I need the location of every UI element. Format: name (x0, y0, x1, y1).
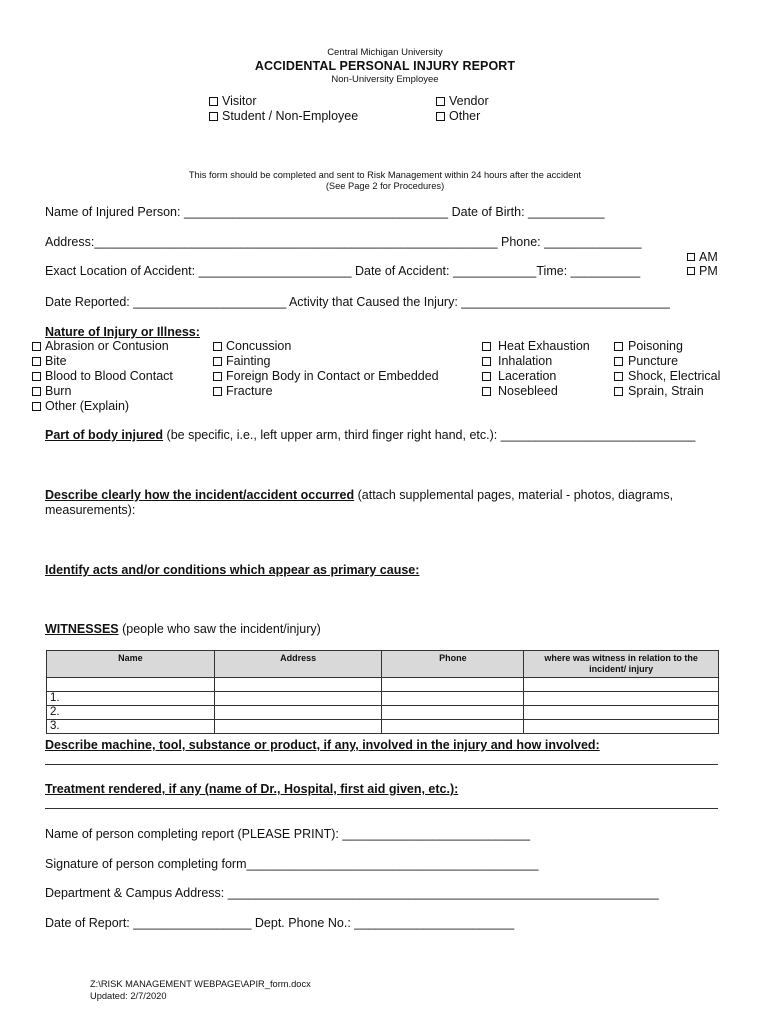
department-address-field[interactable]: Department & Campus Address: ______________________________________________________________ (45, 886, 659, 900)
witness-address-cell[interactable] (214, 692, 382, 706)
checkbox[interactable] (213, 357, 222, 366)
witness-phone-cell[interactable] (382, 692, 524, 706)
witness-phone-cell[interactable] (382, 706, 524, 720)
witness-phone-cell[interactable] (382, 720, 524, 734)
body-part-label: Part of body injured (45, 428, 164, 442)
checkbox[interactable] (482, 357, 491, 366)
am-label: AM (699, 250, 718, 264)
option-label: Abrasion or Contusion (45, 339, 169, 353)
checkbox[interactable] (614, 387, 623, 396)
describe-hint: (attach supplemental pages, material - photos, diagrams, (354, 488, 674, 502)
witnesses-label: WITNESSES (45, 622, 119, 636)
nature-heading: Nature of Injury or Illness: (45, 325, 200, 339)
witnesses-heading (45, 622, 321, 636)
column-header-name: Name (47, 651, 215, 678)
nature-abrasion[interactable] (32, 339, 173, 354)
witness-relation-cell[interactable] (524, 706, 719, 720)
option-label: Blood to Blood Contact (45, 369, 173, 383)
other-label: Other (449, 109, 481, 123)
nature-col3 (482, 339, 590, 399)
option-label: Foreign Body in Contact or Embedded (226, 369, 439, 383)
witness-relation-cell[interactable] (524, 692, 719, 706)
vendor-option[interactable] (436, 94, 489, 108)
option-label: Fracture (226, 384, 273, 398)
signature-field[interactable]: Signature of person completing form__________________________________________ (45, 857, 539, 871)
injured-name-field[interactable]: Name of Injured Person: ______________________________________ Date of Birth: ___________ (45, 205, 605, 219)
nature-col2 (213, 339, 439, 399)
checkbox[interactable] (614, 342, 623, 351)
option-label: Other (Explain) (45, 399, 130, 413)
nature-foreign-body[interactable] (213, 369, 439, 384)
machine-tool-answer-line[interactable] (45, 764, 718, 765)
visitor-label: Visitor (222, 94, 257, 108)
describe-hint-continued: measurements): (45, 503, 136, 517)
witness-address-cell[interactable] (214, 720, 382, 734)
witness-name-cell[interactable]: 2. (47, 706, 215, 720)
footer-file-path: Z:\RISK MANAGEMENT WEBPAGE\APIR_form.docx (90, 979, 311, 989)
witness-name-cell[interactable]: 3. (47, 720, 215, 734)
option-label: Heat Exhaustion (498, 339, 590, 353)
nature-sprain[interactable] (614, 384, 720, 399)
am-checkbox[interactable] (687, 253, 695, 261)
nature-nosebleed[interactable] (482, 384, 590, 399)
column-header-relation: where was witness in relation to the incident/ injury (524, 651, 719, 678)
table-row (47, 692, 719, 706)
nature-laceration[interactable] (482, 369, 590, 384)
location-field[interactable]: Exact Location of Accident: ______________________ Date of Accident: ____________Time: __________ (45, 264, 641, 278)
completer-name-field[interactable]: Name of person completing report (PLEASE PRINT): ___________________________ (45, 827, 531, 841)
table-header-row (47, 651, 719, 678)
checkbox[interactable] (213, 387, 222, 396)
treatment-label: Treatment rendered, if any (name of Dr., Hospital, first aid given, etc.): (45, 782, 459, 796)
machine-tool-label: Describe machine, tool, substance or product, if any, involved in the injury and how involved: (45, 738, 600, 752)
visitor-option[interactable] (209, 94, 257, 108)
table-spacer-row (47, 678, 719, 692)
am-option[interactable] (687, 250, 718, 264)
nature-puncture[interactable] (614, 354, 720, 369)
column-header-address: Address (214, 651, 382, 678)
visitor-checkbox[interactable] (209, 97, 218, 106)
nature-fracture[interactable] (213, 384, 439, 399)
checkbox[interactable] (213, 372, 222, 381)
checkbox[interactable] (614, 372, 623, 381)
checkbox[interactable] (32, 342, 41, 351)
student-checkbox[interactable] (209, 112, 218, 121)
option-label: Bite (45, 354, 67, 368)
nature-col4 (614, 339, 720, 399)
checkbox[interactable] (614, 357, 623, 366)
pm-label: PM (699, 264, 718, 278)
pm-option[interactable] (687, 264, 718, 278)
option-label: Poisoning (628, 339, 683, 353)
option-label: Shock, Electrical (628, 369, 721, 383)
nature-bite[interactable] (32, 354, 173, 369)
address-field[interactable]: Address:__________________________________________________________ Phone: ______________ (45, 235, 642, 249)
option-label: Inhalation (498, 354, 553, 368)
vendor-checkbox[interactable] (436, 97, 445, 106)
describe-incident-field[interactable] (45, 488, 673, 502)
nature-poisoning[interactable] (614, 339, 720, 354)
instructions-line2: (See Page 2 for Procedures) (325, 181, 445, 191)
checkbox[interactable] (32, 387, 41, 396)
checkbox[interactable] (32, 357, 41, 366)
nature-col1 (32, 339, 173, 414)
student-label: Student / Non-Employee (222, 109, 359, 123)
report-date-phone-field[interactable]: Date of Report: _________________ Dept. Phone No.: _______________________ (45, 916, 515, 930)
table-row (47, 706, 719, 720)
option-label: Sprain, Strain (628, 384, 704, 398)
footer-updated: Updated: 2/7/2020 (90, 991, 167, 1001)
nature-shock[interactable] (614, 369, 720, 384)
checkbox[interactable] (32, 402, 41, 411)
table-cell[interactable] (214, 678, 382, 692)
nature-burn[interactable] (32, 384, 173, 399)
checkbox[interactable] (213, 342, 222, 351)
checkbox[interactable] (482, 342, 491, 351)
vendor-label: Vendor (449, 94, 489, 108)
body-part-hint: (be specific, i.e., left upper arm, third finger right hand, etc.): ____________________________ (163, 428, 696, 442)
checkbox[interactable] (32, 372, 41, 381)
table-cell[interactable] (382, 678, 524, 692)
checkbox[interactable] (482, 387, 491, 396)
body-part-field[interactable] (45, 428, 695, 442)
form-subtitle: Non-University Employee (331, 74, 439, 85)
witness-address-cell[interactable] (214, 706, 382, 720)
witnesses-table (46, 650, 719, 734)
student-option[interactable] (209, 109, 358, 123)
option-label: Nosebleed (498, 384, 558, 398)
table-cell[interactable] (47, 678, 215, 692)
date-reported-field[interactable]: Date Reported: ______________________ Activity that Caused the Injury: ______________________________ (45, 295, 670, 309)
pm-checkbox[interactable] (687, 267, 695, 275)
table-row (47, 720, 719, 734)
treatment-answer-line[interactable] (45, 808, 718, 809)
nature-fainting[interactable] (213, 354, 439, 369)
table-cell[interactable] (524, 678, 719, 692)
nature-concussion[interactable] (213, 339, 439, 354)
describe-label: Describe clearly how the incident/accident occurred (45, 488, 355, 502)
witness-relation-cell[interactable] (524, 720, 719, 734)
option-label: Laceration (498, 369, 557, 383)
instructions-line1: This form should be completed and sent to Risk Management within 24 hours after the accident (188, 170, 582, 180)
option-label: Puncture (628, 354, 679, 368)
nature-blood-contact[interactable] (32, 369, 173, 384)
option-label: Concussion (226, 339, 292, 353)
witness-name-cell[interactable]: 1. (47, 692, 215, 706)
university-name: Central Michigan University (327, 47, 443, 58)
option-label: Fainting (226, 354, 271, 368)
primary-cause-label[interactable]: Identify acts and/or conditions which appear as primary cause: (45, 563, 420, 577)
form-title: ACCIDENTAL PERSONAL INJURY REPORT (254, 59, 516, 73)
column-header-phone: Phone (382, 651, 524, 678)
other-option[interactable] (436, 109, 480, 123)
nature-other[interactable] (32, 399, 173, 414)
option-label: Burn (45, 384, 72, 398)
checkbox[interactable] (482, 372, 491, 381)
nature-inhalation[interactable] (482, 354, 590, 369)
other-checkbox[interactable] (436, 112, 445, 121)
nature-heat-exhaustion[interactable] (482, 339, 590, 354)
witnesses-hint: (people who saw the incident/injury) (118, 622, 321, 636)
